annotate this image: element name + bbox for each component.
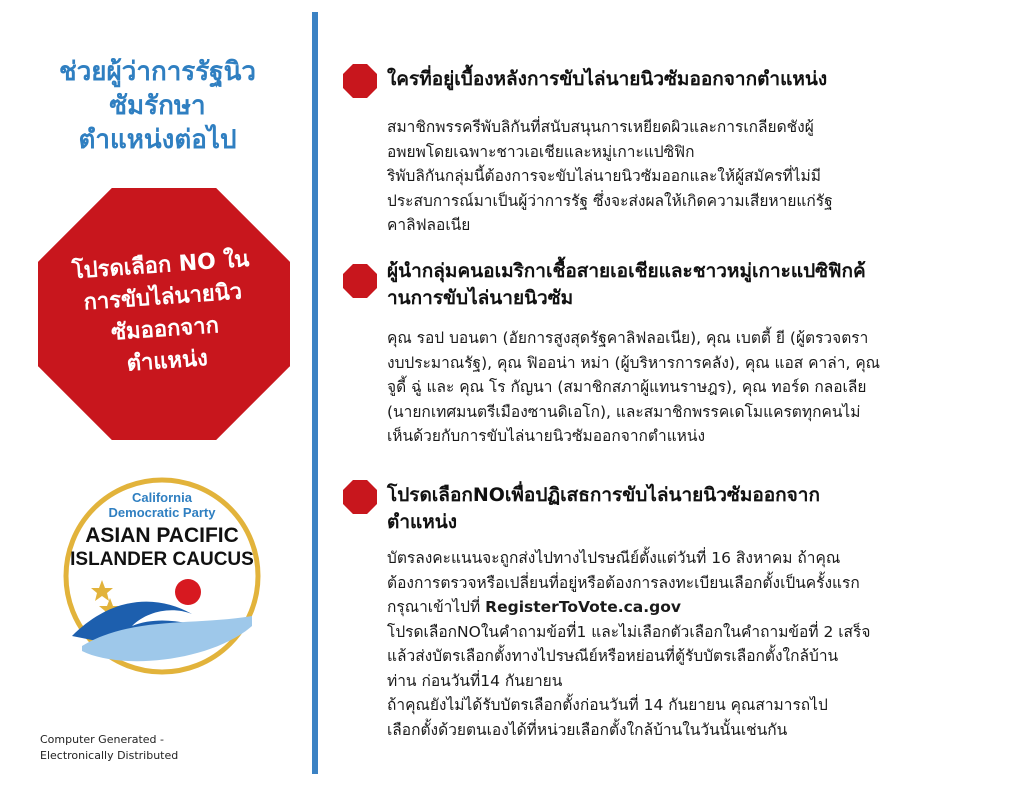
- body-line: คุณ รอป บอนตา (อัยการสูงสุดรัฐคาลิฟลอเนีย), คุณ เบตตี้ ยี (ผู้ตรวจตรา: [387, 329, 869, 347]
- body-line: [387, 595, 987, 620]
- sun-icon: [175, 579, 201, 605]
- register-to-vote-link[interactable]: RegisterToVote.ca.gov: [485, 598, 681, 616]
- logo-line-1: California: [132, 490, 192, 505]
- section-body: [387, 326, 987, 449]
- heading-line: ใครที่อยู่เบื้องหลังการขับไล่นายนิวซัมออกจากตำแหน่ง: [387, 68, 828, 90]
- stop-bullet-icon: [343, 480, 377, 514]
- link-prefix: กรุณาเข้าไปที่: [387, 598, 486, 616]
- stop-sign-line: ซัมออกจาก: [110, 313, 220, 346]
- body-line: ริพับลิกันกลุ่มนี้ต้องการจะขับไล่นายนิวซัมออกและให้ผู้สมัครที่ไม่มี: [387, 167, 821, 185]
- section-body: [387, 115, 987, 238]
- title-line: ช่วยผู้ว่าการรัฐนิว: [59, 57, 256, 87]
- stop-sign-line: โปรดเลือก NO ใน: [71, 246, 251, 285]
- logo-line-4: ISLANDER CAUCUS: [70, 549, 254, 570]
- body-line: งบประมาณรัฐ), คุณ ฟิออน่า หม่า (ผู้บริหารการคลัง), คุณ แอส คาล่า, คุณ: [387, 353, 881, 372]
- body-line: ท่าน ก่อนวันที่14 กันยายน: [387, 671, 563, 690]
- body-line: จูดี้ ฉู่ และ คุณ โร กัญนา (สมาชิกสภาผู้แทนราษฎร), คุณ ทอร์ด กลอเลีย: [387, 378, 867, 396]
- heading-line: ผู้นำกลุ่มคนอเมริกาเชื้อสายเอเชียและชาวหมู่เกาะแปซิฟิกค้: [387, 260, 866, 282]
- title-line: ตำแหน่งต่อไป: [78, 125, 237, 155]
- heading-line: โปรดเลือกNOเพื่อปฏิเสธการขับไล่นายนิวซัมออกจาก: [387, 484, 820, 506]
- footnote-line: Computer Generated -: [40, 733, 165, 746]
- stop-sign-text: [30, 180, 299, 449]
- body-line: ถ้าคุณยังไม่ได้รับบัตรเลือกตั้งก่อนวันที่ 14 กันยายน คุณสามารถไป: [387, 696, 828, 714]
- title-line: ซัมรักษา: [109, 91, 206, 121]
- heading-line: านการขับไล่นายนิวซัม: [387, 287, 574, 309]
- left-column: [0, 0, 315, 791]
- body-line: (นายกเทศมนตรีเมืองซานดิเอโก), และสมาชิกพรรคเดโมแครตทุกคนไม่: [387, 402, 861, 421]
- section-heading: [387, 66, 967, 93]
- body-line: อพยพโดยเฉพาะชาวเอเชียและหมู่เกาะแปซิฟิก: [387, 142, 695, 161]
- section-heading: [387, 258, 967, 312]
- stop-bullet-icon: [343, 264, 377, 298]
- footnote-line: Electronically Distributed: [40, 749, 179, 762]
- body-line: ต้องการตรวจหรือเปลี่ยนที่อยู่หรือต้องการลงทะเบียนเลือกตั้งเป็นครั้งแรก: [387, 573, 860, 592]
- body-line: โปรดเลือกNOในคำถามข้อที่1 และไม่เลือกตัวเลือกในคำถามข้อที่ 2 เสร็จ: [387, 622, 871, 641]
- section-heading: [387, 482, 967, 536]
- stop-sign-line: การขับไล่นายนิว: [82, 279, 243, 316]
- footnote: [40, 732, 178, 764]
- caucus-logo: [62, 476, 262, 676]
- vertical-divider: [312, 12, 318, 774]
- body-line: คาลิฟลอเนีย: [387, 216, 471, 234]
- body-line: เลือกตั้งด้วยตนเองได้ที่หน่วยเลือกตั้งใกล้บ้านในวันนั้นเช่นกัน: [387, 720, 788, 739]
- logo-line-3: ASIAN PACIFIC: [85, 524, 239, 547]
- stop-sign-line: ตำแหน่ง: [125, 346, 209, 377]
- stop-bullet-icon: [343, 64, 377, 98]
- body-line: ประสบการณ์มาเป็นผู้ว่าการรัฐ ซึ่งจะส่งผลให้เกิดความเสียหายแก่รัฐ: [387, 191, 833, 210]
- heading-line: ตำแหน่ง: [387, 511, 458, 533]
- body-line: เห็นด้วยกับการขับไล่นายนิวซัมออกจากตำแหน่ง: [387, 427, 706, 445]
- body-line: บัตรลงคะแนนจะถูกส่งไปทางไปรษณีย์ตั้งแต่วันที่ 16 สิงหาคม ถ้าคุณ: [387, 549, 841, 567]
- page-title: [20, 55, 295, 157]
- logo-line-2: Democratic Party: [108, 505, 216, 520]
- body-line: สมาชิกพรรครีพับลิกันที่สนับสนุนการเหยียดผิวและการเกลียดชังผู้: [387, 118, 814, 136]
- body-line: แล้วส่งบัตรเลือกตั้งทางไปรษณีย์หรือหย่อนที่ตู้รับบัตรเลือกตั้งใกล้บ้าน: [387, 647, 839, 665]
- section-body: [387, 546, 987, 742]
